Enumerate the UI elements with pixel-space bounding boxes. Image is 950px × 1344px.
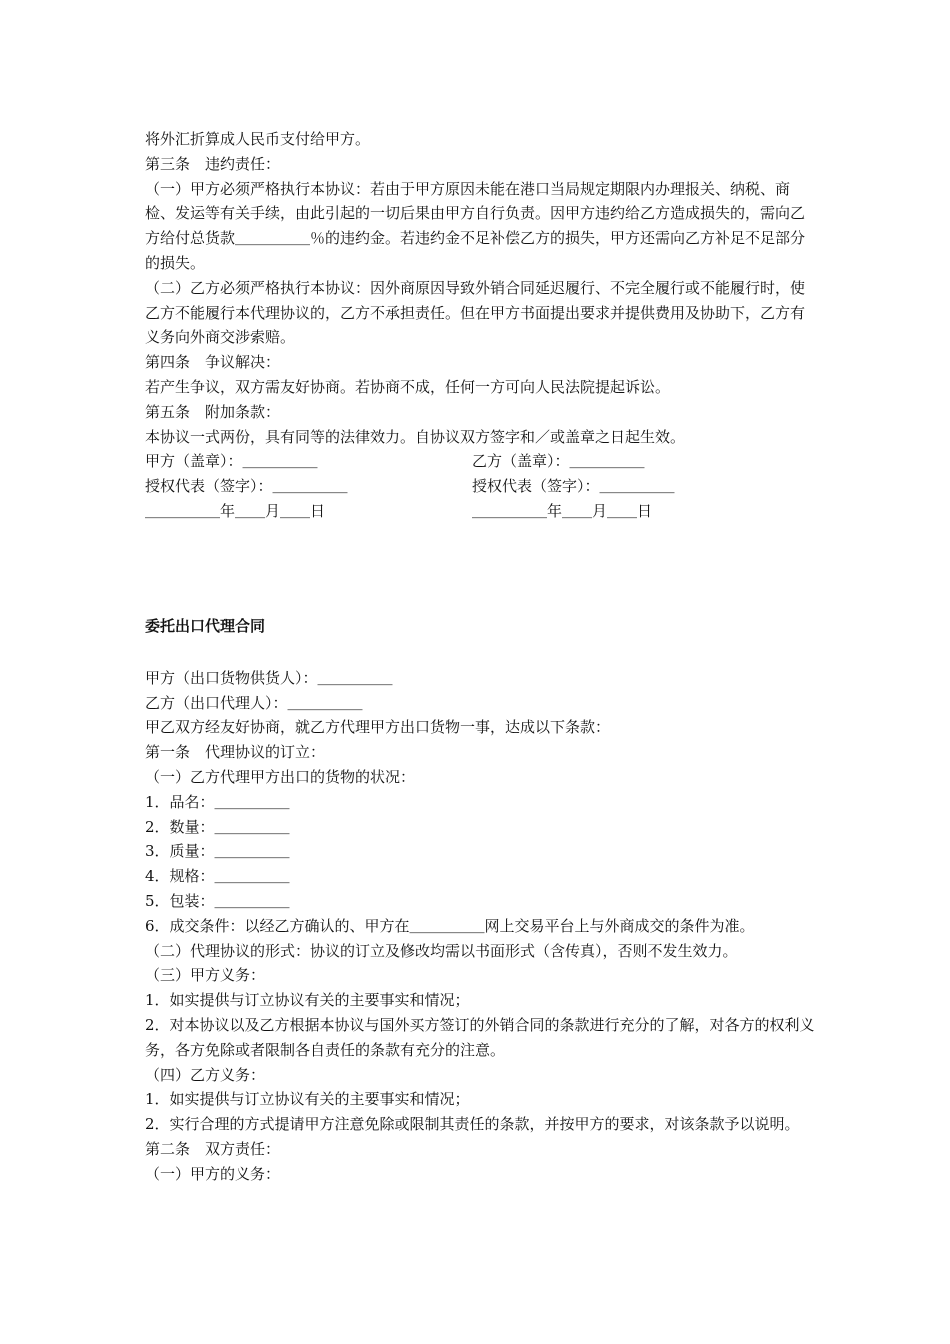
list-item: 5．包装：＿＿＿＿＿: [145, 891, 290, 910]
list-item: 1．如实提供与订立协议有关的主要事实和情况；: [145, 1090, 470, 1109]
paragraph: 甲乙双方经友好协商，就乙方代理甲方出口货物一事，达成以下条款：: [145, 718, 611, 737]
list-item: 1．品名：＿＿＿＿＿: [145, 792, 290, 811]
paragraph: 本协议一式两份，具有同等的法律效力。自协议双方签字和／或盖章之日起生效。: [145, 427, 686, 446]
signature-row: [145, 474, 815, 499]
list-item: 1．如实提供与订立协议有关的主要事实和情况；: [145, 991, 470, 1010]
article-heading: 第三条 违约责任：: [145, 154, 281, 173]
document-page: [145, 127, 815, 1186]
list-item: 3．质量：＿＿＿＿＿: [145, 842, 290, 861]
spacer: [145, 524, 815, 616]
list-item: 2．对本协议以及乙方根据本协议与国外买方签订的外销合同的条款进行充分的了解，对各方的权利义务，各方免除或者限制各自责任的条款有充分的注意。: [145, 1015, 815, 1059]
paragraph: 若产生争议，双方需友好协商。若协商不成，任何一方可向人民法院提起诉讼。: [145, 377, 671, 396]
paragraph: （一）乙方代理甲方出口的货物的状况：: [145, 767, 416, 786]
paragraph: （一）甲方必须严格执行本协议：若由于甲方原因未能在港口当局规定期限内办理报关、纳税、商检、发运等有关手续，由此引起的一切后果由甲方自行负责。因甲方违约给乙方造成损失的，需向乙方给付总货款＿＿＿＿＿％的违约金。若违约金不足补偿乙方的损失，甲方还需向乙方补足不足部分的损失。: [145, 179, 806, 272]
paragraph: （二）乙方必须严格执行本协议：因外商原因导致外销合同延迟履行、不完全履行或不能履行时，使乙方不能履行本代理协议的，乙方不承担责任。但在甲方书面提出要求并提供费用及协助下，乙方有义务向外商交涉索赔。: [145, 278, 806, 347]
signature-row: [145, 449, 815, 474]
paragraph: （四）乙方义务：: [145, 1065, 266, 1084]
paragraph: （二）代理协议的形式：协议的订立及修改均需以书面形式（含传真），否则不发生效力。: [145, 941, 738, 960]
contract-title: 委托出口代理合同: [145, 616, 266, 635]
list-item: 2．实行合理的方式提请甲方注意免除或限制其责任的条款，并按甲方的要求，对该条款予以说明。: [145, 1115, 800, 1134]
article-heading: 第二条 双方责任：: [145, 1139, 281, 1158]
article-heading: 第一条 代理协议的订立：: [145, 743, 326, 762]
article-heading: 第五条 附加条款：: [145, 402, 281, 421]
list-item: 6．成交条件：以经乙方确认的、甲方在＿＿＿＿＿网上交易平台上与外商成交的条件为准。: [145, 916, 755, 935]
article-heading: 第四条 争议解决：: [145, 353, 281, 372]
section-export-agency: [145, 666, 815, 1187]
signature-row: [145, 499, 815, 524]
spacer: [145, 636, 815, 666]
party-b-representative-field: 授权代表（签字）：＿＿＿＿＿: [472, 477, 675, 496]
party-a-representative-field: 授权代表（签字）：＿＿＿＿＿: [145, 477, 348, 496]
paragraph: 将外汇折算成人民币支付给甲方。: [145, 130, 371, 148]
party-a-date-field: ＿＿＿＿＿年＿＿月＿＿日: [145, 501, 326, 520]
paragraph: （一）甲方的义务：: [145, 1164, 281, 1183]
list-item: 2．数量：＿＿＿＿＿: [145, 817, 290, 836]
party-b-seal-field: 乙方（盖章）：＿＿＿＿＿: [472, 452, 645, 471]
party-a-seal-field: 甲方（盖章）：＿＿＿＿＿: [145, 452, 318, 471]
signature-block: [145, 449, 815, 523]
party-a-field: 甲方（出口货物供货人）：＿＿＿＿＿: [145, 668, 393, 687]
party-b-date-field: ＿＿＿＿＿年＿＿月＿＿日: [472, 501, 653, 520]
list-item: 4．规格：＿＿＿＿＿: [145, 867, 290, 886]
paragraph: （三）甲方义务：: [145, 966, 266, 985]
party-b-field: 乙方（出口代理人）：＿＿＿＿＿: [145, 693, 363, 712]
section-breach-liability: [145, 127, 815, 449]
